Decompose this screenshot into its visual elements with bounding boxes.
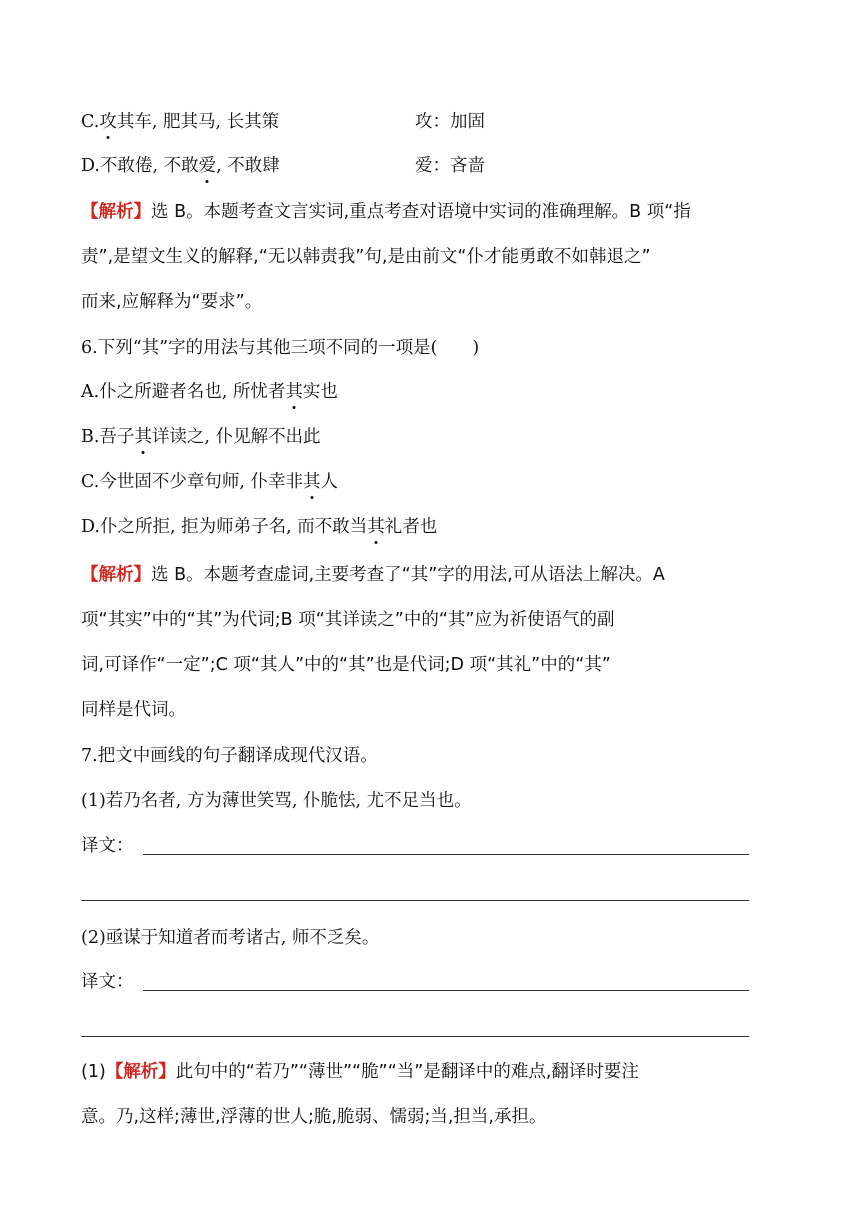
q6-stem: 6.下列“其”字的用法与其他三项不同的一项是( ) (81, 338, 480, 358)
analysis-2-line-2: 项“其实”中的“其”为代词;B 项“其详读之”中的“其”应为祈使语气的副 (81, 610, 615, 630)
answer-blank-line[interactable] (143, 990, 749, 991)
analysis-tag: 【解析】 (81, 565, 151, 585)
analysis-2-line-1: 【解析】选 B。本题考查虚词,主要考查了“其”字的用法,可从语法上解决。A (81, 565, 665, 585)
answer-blank-line[interactable] (143, 854, 749, 855)
q7-stem: 7.把文中画线的句子翻译成现代汉语。 (81, 746, 378, 766)
emphasis-char: 其 (134, 427, 152, 447)
q5-option-d: D.不敢倦, 不敢爱, 不敢肆 (81, 156, 280, 176)
analysis-1-line-3: 而来,应解释为“要求”。 (81, 292, 263, 312)
emphasis-char: 爱 (198, 156, 217, 176)
emphasis-char: 其 (285, 382, 303, 402)
analysis-tag: 【解析】 (105, 1062, 176, 1082)
emphasis-char: 攻 (99, 112, 117, 132)
analysis-1-line-2: 责”,是望文生义的解释,“无以韩责我”句,是由前文“仆才能勇敢不如韩退之” (81, 247, 651, 267)
analysis-3-line-1: (1)【解析】此句中的“若乃”“薄世”“脆”“当”是翻译中的难点,翻译时要注 (81, 1062, 639, 1082)
answer-blank-line[interactable] (81, 1036, 749, 1037)
analysis-1-line-1: 【解析】选 B。本题考查文言实词,重点考查对语境中实词的准确理解。B 项“指 (81, 202, 691, 222)
q7-answer-label-1: 译文： (81, 836, 134, 856)
q7-sentence-2: (2)亟谋于知道者而考诸古, 师不乏矣。 (81, 928, 380, 948)
answer-blank-line[interactable] (81, 900, 749, 901)
analysis-2-line-3: 词,可译作“一定”;C 项“其人”中的“其”也是代词;D 项“其礼”中的“其” (81, 655, 611, 675)
q6-option-c: C.今世固不少章句师, 仆幸非其人 (81, 472, 338, 492)
q6-option-b: B.吾子其详读之, 仆见解不出此 (81, 427, 321, 447)
analysis-tag: 【解析】 (81, 202, 151, 222)
q6-option-a: A.仆之所避者名也, 所忧者其实也 (81, 382, 338, 402)
q5-option-d-gloss: 爱：吝啬 (415, 156, 485, 176)
analysis-2-line-4: 同样是代词。 (81, 700, 186, 720)
analysis-3-line-2: 意。乃,这样;薄世,浮薄的世人;脆,脆弱、懦弱;当,担当,承担。 (81, 1107, 547, 1127)
q7-answer-label-2: 译文： (81, 972, 134, 992)
emphasis-char: 其 (367, 517, 385, 537)
emphasis-char: 其 (302, 472, 321, 492)
q5-option-c: C.攻其车, 肥其马, 长其策 (81, 112, 280, 132)
q5-option-c-gloss: 攻：加固 (415, 112, 485, 132)
q6-option-d: D.仆之所拒, 拒为师弟子名, 而不敢当其礼者也 (81, 517, 438, 537)
q7-sentence-1: (1)若乃名者, 方为薄世笑骂, 仆脆怯, 尤不足当也。 (81, 791, 472, 811)
